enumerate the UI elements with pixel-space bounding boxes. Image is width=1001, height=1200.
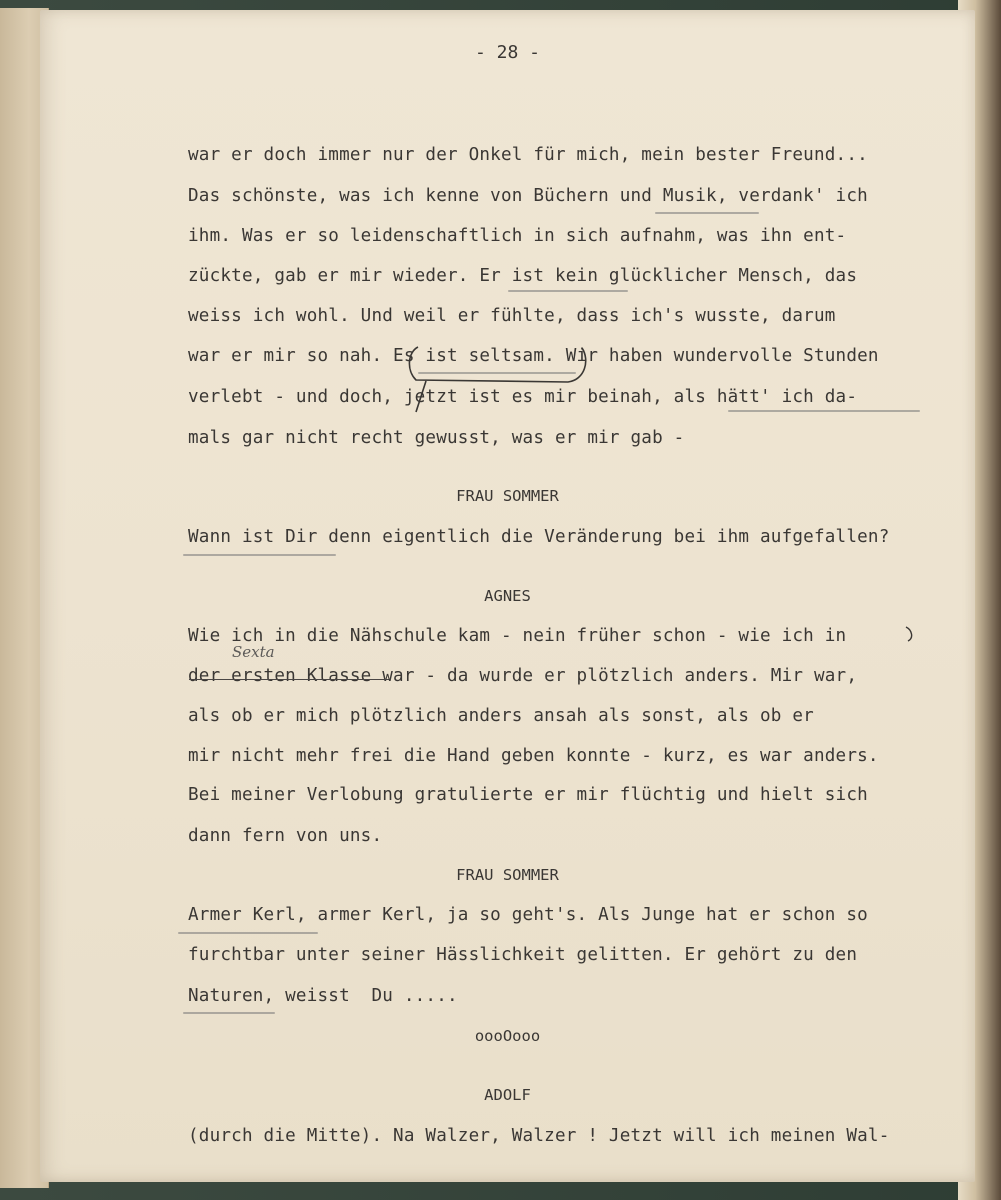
pencil-underline xyxy=(508,290,628,292)
text-line: war er doch immer nur der Onkel für mich, mein bester Freund... xyxy=(188,145,868,165)
pencil-underline xyxy=(178,932,318,934)
handwritten-annotation: Sexta xyxy=(232,643,275,661)
text-line: der ersten Klasse war - da wurde er plötzlich anders. Mir war, xyxy=(188,666,858,686)
speaker-name: FRAU SOMMER xyxy=(456,487,559,505)
pencil-underline xyxy=(183,1012,275,1014)
scene-separator: oooOooo xyxy=(474,1027,541,1045)
text-line: mir nicht mehr frei die Hand geben konnte - kurz, es war anders. xyxy=(188,746,879,766)
speaker-name: ADOLF xyxy=(484,1086,531,1104)
speaker-name: FRAU SOMMER xyxy=(456,866,559,884)
text-line: Wann ist Dir denn eigentlich die Veränderung bei ihm aufgefallen? xyxy=(188,527,890,547)
text-line: zückte, gab er mir wieder. Er ist kein glücklicher Mensch, das xyxy=(188,266,858,286)
text-line: weiss ich wohl. Und weil er fühlte, dass ich's wusste, darum xyxy=(188,306,836,326)
text-line: (durch die Mitte). Na Walzer, Walzer ! Jetzt will ich meinen Wal- xyxy=(188,1126,890,1146)
text-line: war er mir so nah. Es ist seltsam. Wir haben wundervolle Stunden xyxy=(188,346,879,366)
text-line: dann fern von uns. xyxy=(188,826,383,846)
pencil-underline xyxy=(655,212,759,214)
text-line: als ob er mich plötzlich anders ansah als sonst, als ob er xyxy=(188,706,814,726)
text-line: Armer Kerl, armer Kerl, ja so geht's. Als Junge hat er schon so xyxy=(188,905,868,925)
text-line: mals gar nicht recht gewusst, was er mir gab - xyxy=(188,428,685,448)
text-line: furchtbar unter seiner Hässlichkeit gelitten. Er gehört zu den xyxy=(188,945,858,965)
text-line: Naturen, weisst Du ..... xyxy=(188,986,458,1006)
text-line: Wie ich in die Nähschule kam - nein früher schon - wie ich in xyxy=(188,626,847,646)
text-line: Bei meiner Verlobung gratulierte er mir flüchtig und hielt sich xyxy=(188,785,868,805)
text-line: Das schönste, was ich kenne von Büchern und Musik, verdank' ich xyxy=(188,186,868,206)
pencil-underline xyxy=(418,372,576,374)
pencil-underline xyxy=(728,410,920,412)
text-line: ihm. Was er so leidenschaftlich in sich aufnahm, was ihn ent- xyxy=(188,226,847,246)
pencil-underline xyxy=(183,554,336,556)
speaker-name: AGNES xyxy=(484,587,531,605)
strikethrough-mark xyxy=(189,679,389,680)
page-number: - 28 - xyxy=(474,42,541,63)
text-line: verlebt - und doch, jetzt ist es mir beinah, als hätt' ich da- xyxy=(188,387,858,407)
